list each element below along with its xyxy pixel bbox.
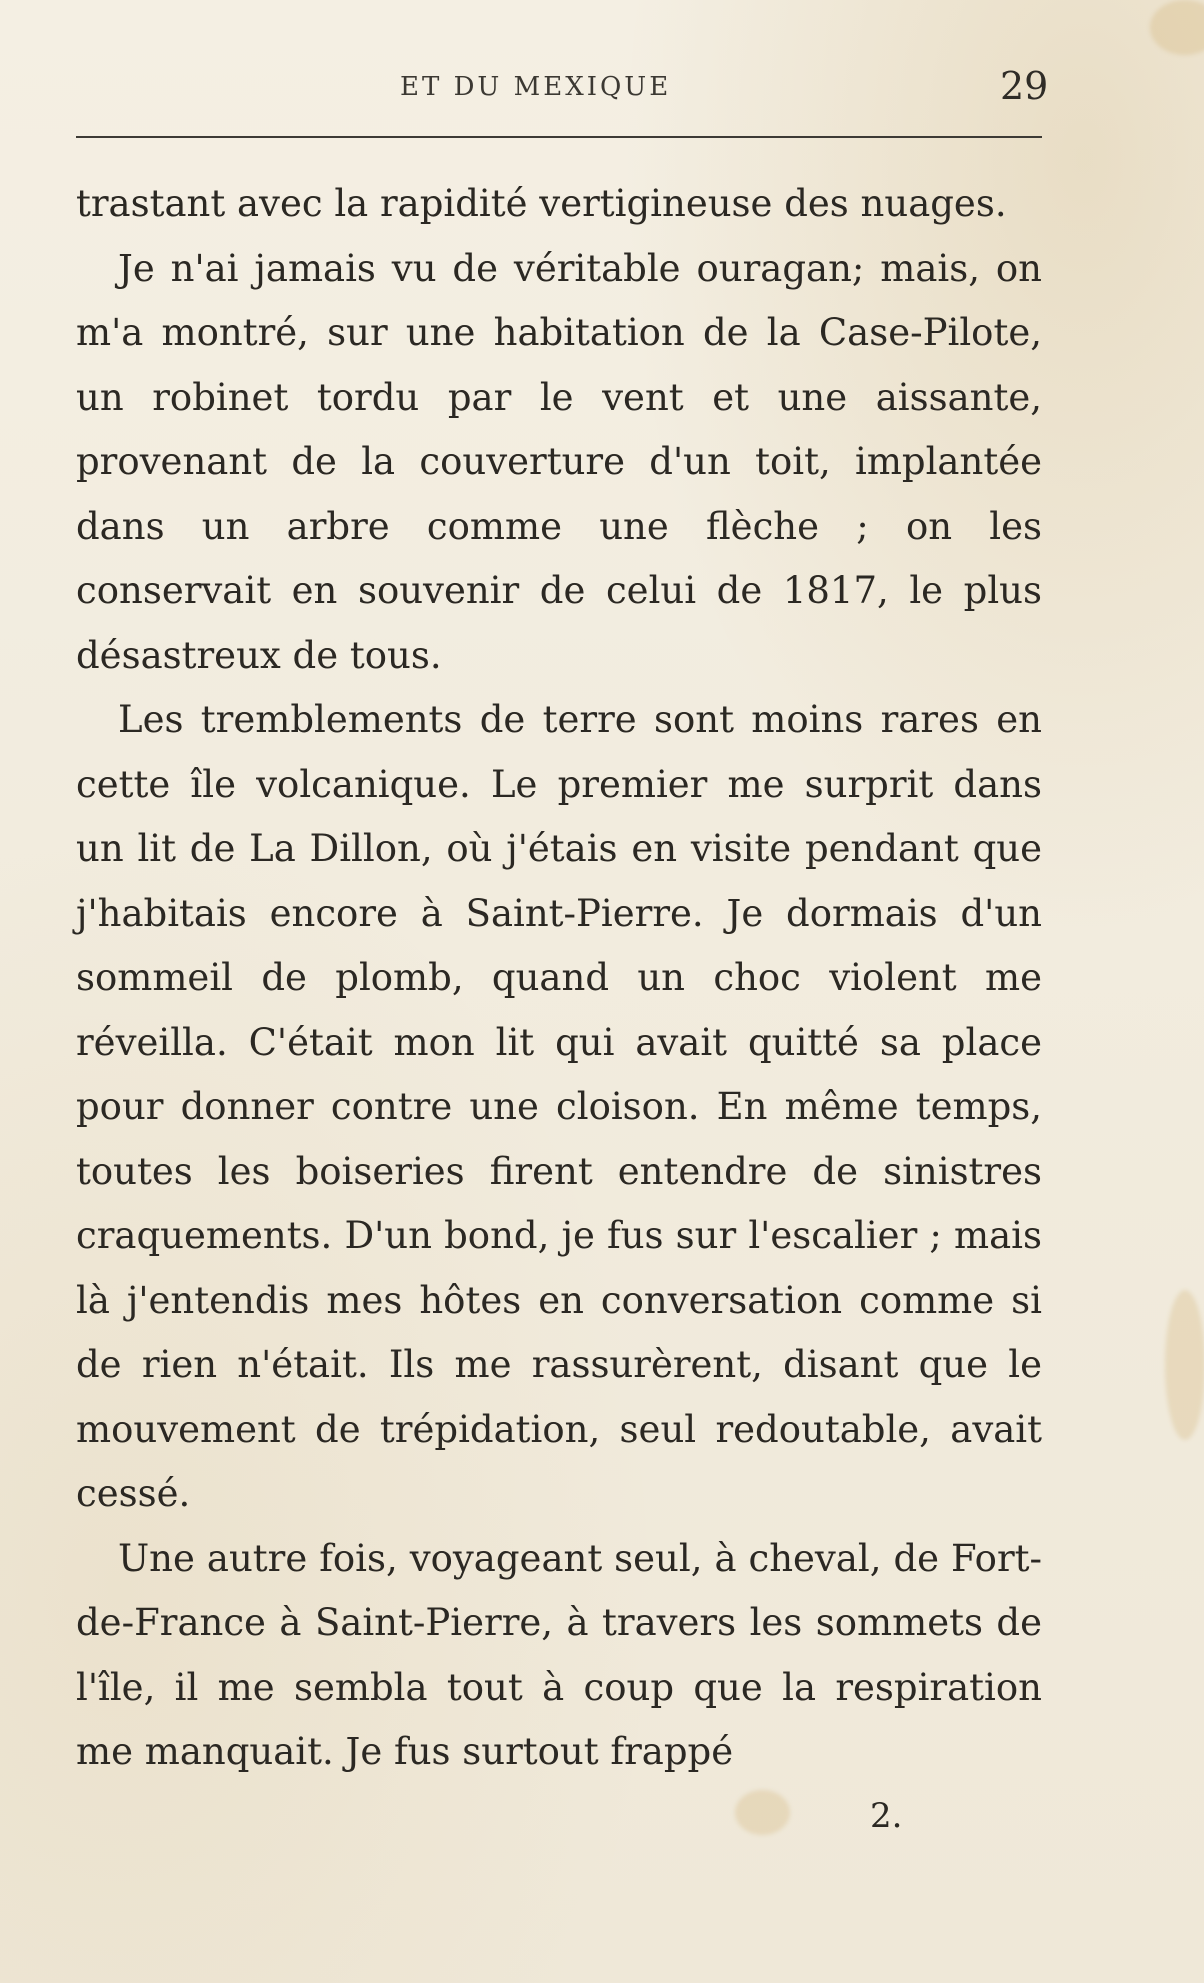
signature-mark: 2. (870, 1796, 903, 1836)
paper-stain (1165, 1290, 1204, 1440)
paragraph-voyage: Une autre fois, voyageant seul, à cheval, de Fort-de-France à Saint-Pierre, à travers les sommets de l'île, il me sembla tout à coup que la respiration me manquait. Je fus surtout frappé (76, 1536, 1042, 1773)
paragraph-continuation: trastant avec la rapidité vertigineuse des nuages. (76, 182, 1007, 225)
paragraph-ouragan: Je n'ai jamais vu de véritable ouragan; mais, on m'a montré, sur une habitation de la Case-Pilote, un robinet tordu par le vent et une aissante, provenant de la couverture d'un toit, implantée dans un arbre comme une flèche ; on les conservait en souvenir de celui de 1817, le plus désastreux de tous. (76, 246, 1042, 677)
paragraph-tremblements: Les tremblements de terre sont moins rares en cette île volcanique. Le premier me surprit dans un lit de La Dillon, où j'étais en visite pendant que j'habitais encore à Saint-Pierre. Je dormais d'un sommeil de plomb, quand un choc violent me réveilla. C'était mon lit qui avait quitté sa place pour donner contre une cloison. En même temps, toutes les boiseries firent entendre de sinistres craquements. D'un bond, je fus sur l'escalier ; mais là j'entendis mes hôtes en conversation comme si de rien n'était. Ils me rassurèrent, disant que le mouvement de trépidation, seul redoutable, avait cessé. (76, 698, 1042, 1515)
running-header (0, 62, 1204, 112)
page-text (76, 172, 1042, 1785)
paper-stain (735, 1790, 790, 1835)
paper-stain (1150, 0, 1204, 55)
running-title: ET DU MEXIQUE (400, 72, 672, 102)
page-number: 29 (1000, 64, 1049, 108)
header-rule (76, 136, 1042, 138)
